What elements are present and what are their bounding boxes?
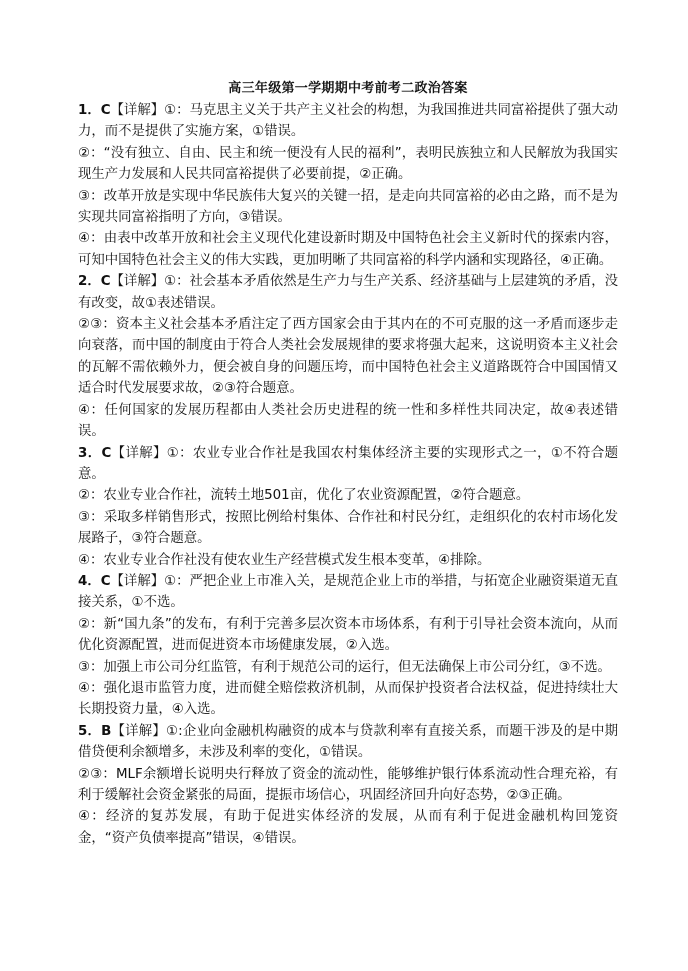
- document-title: 高三年级第一学期期中考前考二政治答案: [228, 81, 468, 96]
- answer-text: ②③：资本主义社会基本矛盾注定了西方国家会由于其内在的不可克服的这一矛盾而逐步走向衰落，而中国的制度由于符合人类社会发展规律的要求将强大起来，这说明资本主义社会的瓦解不需依赖外力，便会被自身的问题压垮，而中国特色社会主义道路既符合中国国情又适合时代发展要求故，②③符合题意。: [78, 317, 618, 397]
- answer-text: ④：经济的复苏发展，有助于促进实体经济的发展，从而有利于促进金融机构回笼资金，“资产负债率提高”错误，④错误。: [78, 809, 618, 846]
- answer-option-analysis: [78, 764, 618, 807]
- answer-option-analysis: [78, 186, 618, 229]
- answer-document: [78, 80, 618, 849]
- answer-option-analysis: [78, 657, 618, 678]
- answer-text: ②③：MLF余额增长说明央行释放了资金的流动性，能够维护银行体系流动性合理充裕，有利于缓解社会资金紧张的局面，提振市场信心，巩固经济回升向好态势，②③正确。: [78, 766, 618, 803]
- answer-option-analysis: [78, 143, 618, 186]
- answer-option-analysis: [78, 507, 618, 550]
- answer-body: [78, 100, 618, 849]
- answer-text: ④：由表中改革开放和社会主义现代化建设新时期及中国特色社会主义新时代的探索内容，可知中国特色社会主义的伟大实践，更加明晰了共同富裕的科学内涵和实现路径，④正确。: [78, 231, 618, 268]
- question-answer-start: [78, 271, 618, 314]
- answer-text: 【详解】①:企业向金融机构融资的成本与贷款利率有直接关系，而题干涉及的是中期借贷便利余额增多，未涉及利率的变化，①错误。: [78, 723, 618, 761]
- answer-text: ③：改革开放是实现中华民族伟大复兴的关键一招，是走向共同富裕的必由之路，而不是为实现共同富裕指明了方向，③错误。: [78, 188, 618, 226]
- question-answer-start: [78, 443, 618, 486]
- answer-option-analysis: [78, 314, 618, 400]
- question-number: 3．C: [78, 445, 112, 461]
- answer-text: ②：“没有独立、自由、民主和统一便没有人民的福利”，表明民族独立和人民解放为我国实现生产力发展和人民共同富裕提供了必要前提，②正确。: [78, 145, 618, 183]
- question-number: 5．B: [78, 723, 112, 739]
- answer-option-analysis: [78, 806, 618, 849]
- answer-option-analysis: [78, 228, 618, 271]
- answer-option-analysis: [78, 614, 618, 657]
- answer-text: 【详解】①：严把企业上市准入关，是规范企业上市的举措，与拓宽企业融资渠道无直接关系，①不选。: [78, 573, 619, 611]
- question-number: 4．C: [78, 573, 111, 589]
- question-answer-start: [78, 100, 618, 143]
- answer-text: ④：任何国家的发展历程都由人类社会历史进程的统一性和多样性共同决定，故④表述错误。: [78, 402, 618, 440]
- question-number: 1．C: [78, 103, 111, 118]
- question-answer-start: [78, 721, 618, 764]
- answer-text: ③：加强上市公司分红监管，有利于规范公司的运行，但无法确保上市公司分红，③不选。: [78, 659, 611, 675]
- answer-text: ②：农业专业合作社，流转土地501亩，优化了农业资源配置，②符合题意。: [78, 488, 530, 504]
- answer-text: 【详解】①：社会基本矛盾依然是生产力与生产关系、经济基础与上层建筑的矛盾，没有改变，故①表述错误。: [78, 274, 619, 311]
- answer-text: ④：农业专业合作社没有使农业生产经营模式发生根本变革，④排除。: [78, 552, 491, 568]
- answer-option-analysis: [78, 550, 618, 571]
- answer-option-analysis: [78, 400, 618, 443]
- answer-text: 【详解】①：马克思主义关于共产主义社会的构想，为我国推进共同富裕提供了强大动力，而不是提供了实施方案，①错误。: [78, 103, 619, 140]
- question-number: 2．C: [78, 274, 111, 290]
- answer-option-analysis: [78, 485, 618, 506]
- answer-text: 【详解】①：农业专业合作社是我国农村集体经济主要的实现形式之一，①不符合题意。: [78, 445, 618, 482]
- answer-text: ②：新“国九条”的发布，有利于完善多层次资本市场体系，有利于引导社会资本流向，从而优化资源配置，进而促进资本市场健康发展，②入选。: [78, 616, 618, 654]
- answer-text: ④：强化退市监管力度，进而健全赔偿救济机制，从而保护投资者合法权益，促进持续壮大长期投资力量，④入选。: [78, 680, 618, 718]
- question-answer-start: [78, 571, 618, 614]
- answer-text: ③：采取多样销售形式，按照比例给村集体、合作社和村民分红，走组织化的农村市场化发展路子，③符合题意。: [78, 509, 618, 547]
- answer-option-analysis: [78, 678, 618, 721]
